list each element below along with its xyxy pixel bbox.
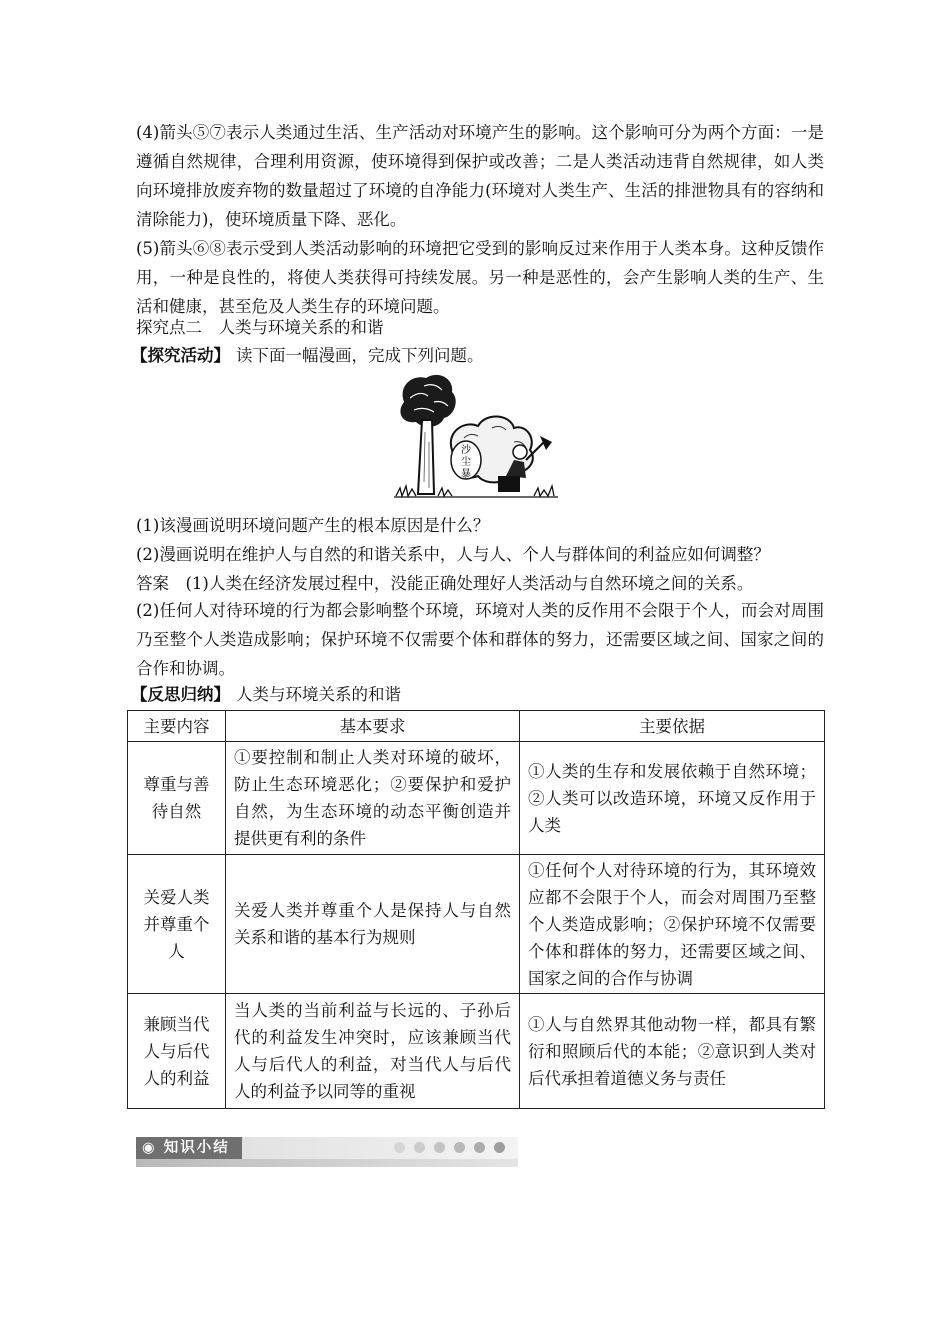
answer-2: (2)任何人对待环境的行为都会影响整个环境，环境对人类的反作用不会限于个人，而会对周围乃至整个人类造成影响；保护环境不仅需要个体和群体的努力，还需要区域之间、国家之间的合作和协调。 — [136, 601, 824, 678]
reflection-line — [131, 682, 401, 708]
cell-content: 兼顾当代人与后代人的利益 — [128, 994, 226, 1109]
sign-char-1: 沙 — [461, 445, 471, 456]
tree-trunk — [418, 420, 434, 494]
cell-basis: ①人与自然界其他动物一样，都具有繁衍和照顾后代的本能；②意识到人类对后代承担着道德义务与责任 — [520, 994, 825, 1109]
sign-char-2: 尘 — [461, 457, 471, 468]
cell-content: 关爱人类并尊重个人 — [128, 855, 226, 994]
cell-requirement: 当人类的当前利益与长远的、子孙后代的利益发生冲突时，应该兼顾当代人与后代人的利益，对当代人与后代人的利益予以同等的重视 — [226, 994, 520, 1109]
answer-1: 答案 (1)人类在经济发展过程中，没能正确处理好人类活动与自然环境之间的关系。 — [136, 574, 754, 593]
decorative-dot — [474, 1142, 485, 1153]
header-main-basis: 主要依据 — [520, 711, 825, 742]
activity-line — [131, 343, 484, 369]
cell-requirement: ①要控制和制止人类对环境的破坏，防止生态环境恶化；②要保护和爱护自然，为生态环境的动态平衡创造并提供更有利的条件 — [226, 742, 520, 855]
activity-text: 读下面一幅漫画，完成下列问题。 — [236, 346, 484, 365]
table-row — [128, 855, 825, 994]
knowledge-summary-title: ◉ 知识小结 — [136, 1137, 242, 1159]
cell-basis: ①人类的生存和发展依赖于自然环境；②人类可以改造环境，环境又反作用于人类 — [520, 742, 825, 855]
cell-content: 尊重与善待自然 — [128, 742, 226, 855]
sign-char-3: 暴 — [461, 469, 471, 480]
reflection-bracket: 【反思归纳】 — [131, 685, 230, 704]
knowledge-summary-bar — [136, 1137, 518, 1167]
cartoon-illustration — [394, 372, 558, 504]
summary-bar-fill — [242, 1137, 518, 1159]
activity-bracket: 【探究活动】 — [131, 346, 230, 365]
paragraph-4: (4)箭头⑤⑦表示人类通过生活、生产活动对环境产生的影响。这个影响可分为两个方面：一是遵循自然规律，合理利用资源，使环境得到保护或改善；二是人类活动违背自然规律，如人类向环境排放废弃物的数量超过了环境的自净能力(环境对人类生产、生活的排泄物具有的容纳和清除能力)，使环境质量下降、恶化。 — [136, 123, 824, 229]
summary-bar-underline — [136, 1159, 518, 1167]
table-header-row — [128, 711, 825, 742]
section-heading: 探究点二 人类与环境关系的和谐 — [136, 318, 384, 337]
decorative-dot — [394, 1142, 405, 1153]
table-row — [128, 994, 825, 1109]
reflection-text: 人类与环境关系的和谐 — [236, 685, 401, 704]
decorative-dot — [454, 1142, 465, 1153]
decorative-dot — [414, 1142, 425, 1153]
header-main-content: 主要内容 — [128, 711, 226, 742]
cell-basis: ①任何个人对待环境的行为，其环境效应都不会限于个人，而会对周围乃至整个人类造成影响；②保护环境不仅需要个体和群体的努力，还需要区域之间、国家之间的合作与协调 — [520, 855, 825, 994]
decorative-dot — [494, 1142, 505, 1153]
table-row — [128, 742, 825, 855]
header-basic-requirement: 基本要求 — [226, 711, 520, 742]
tree-stump — [498, 476, 520, 492]
decorative-dot — [434, 1142, 445, 1153]
paragraph-5: (5)箭头⑥⑧表示受到人类活动影响的环境把它受到的影响反过来作用于人类本身。这种反馈作用，一种是良性的，将使人类获得可持续发展。另一种是恶性的，会产生影响人类的生产、生活和健康，甚至危及人类生存的环境问题。 — [136, 239, 824, 316]
question-1: (1)该漫画说明环境问题产生的根本原因是什么？ — [136, 516, 490, 535]
harmony-table — [127, 710, 825, 1109]
cell-requirement: 关爱人类并尊重个人是保持人与自然关系和谐的基本行为规则 — [226, 855, 520, 994]
question-2: (2)漫画说明在维护人与自然的和谐关系中，人与人、个人与群体间的利益应如何调整？ — [136, 545, 770, 564]
person-head — [513, 445, 527, 459]
